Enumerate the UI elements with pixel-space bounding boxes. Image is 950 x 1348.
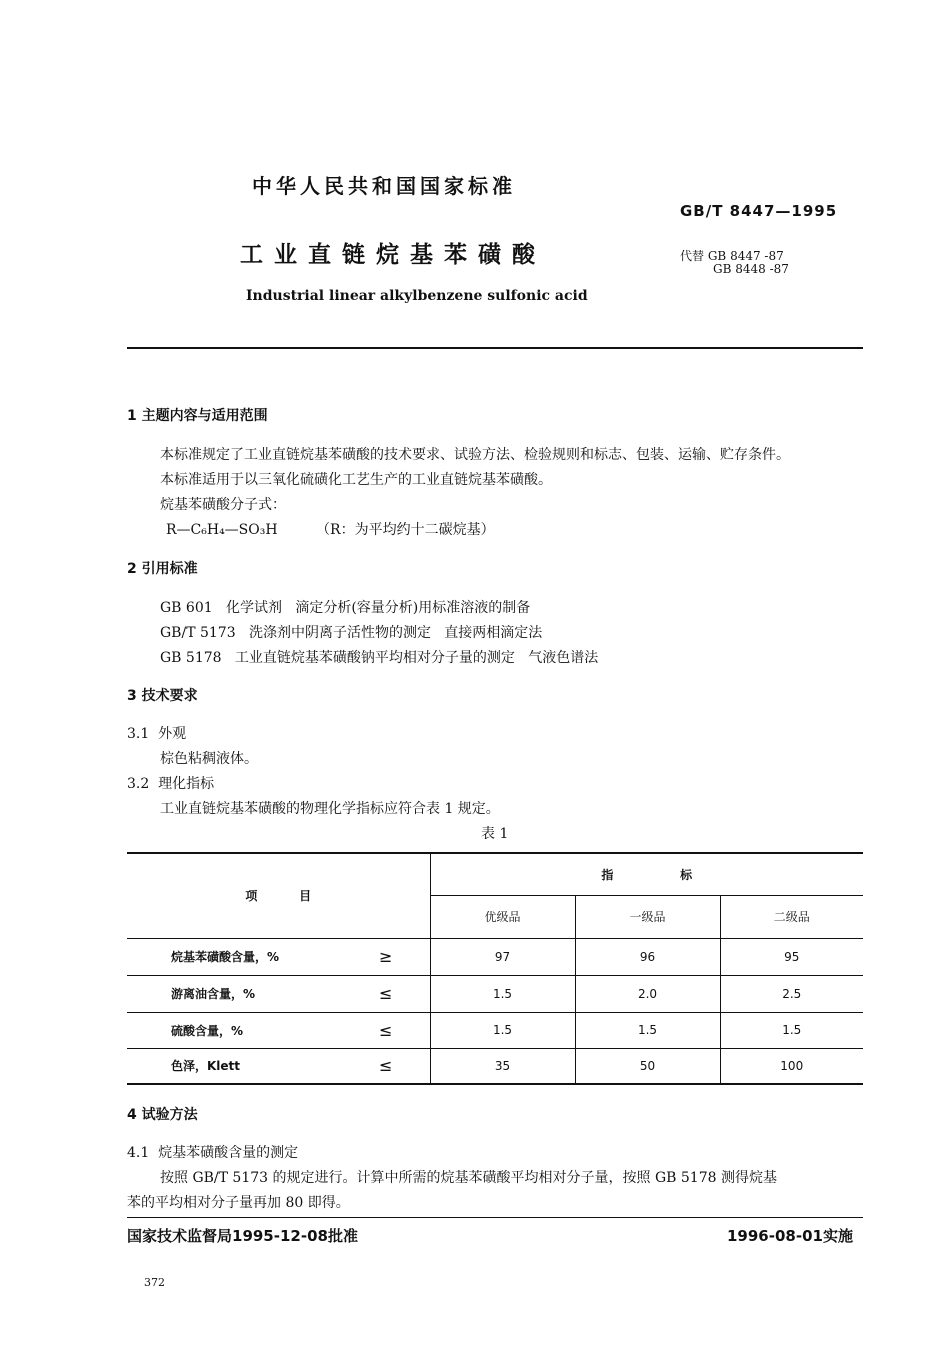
- spec-table: [127, 852, 863, 1085]
- row-item-label: 硫酸含量，%: [127, 1012, 342, 1048]
- table-row: [127, 938, 863, 975]
- row-value-premium: 1.5: [430, 1012, 575, 1048]
- row-item-label: 色泽，Klett: [127, 1048, 342, 1084]
- section-4-1-text-line-1: 按照 GB/T 5173 的规定进行。计算中所需的烷基苯磺酸平均相对分子量，按照 GB 5178 测得烷基: [160, 1170, 777, 1186]
- formula-note: （R：为平均约十二碳烷基）: [316, 522, 495, 538]
- national-standard-heading: 中华人民共和国国家标准: [252, 174, 516, 198]
- row-value-premium: 1.5: [430, 975, 575, 1012]
- index-column-header: 指 标: [430, 853, 863, 895]
- reference-gb5178: GB 5178 工业直链烷基苯磺酸钠平均相对分子量的测定 气液色谱法: [160, 650, 599, 666]
- standard-number: GB/T 8447—1995: [680, 202, 838, 220]
- row-value-first: 2.0: [575, 975, 720, 1012]
- reference-gb5173: GB/T 5173 洗涤剂中阴离子活性物的测定 直接两相滴定法: [160, 625, 543, 641]
- replaces-label: 代替: [680, 249, 705, 263]
- grade-second-header: 二级品: [720, 895, 863, 938]
- approval-statement: 国家技术监督局1995-12-08批准: [127, 1227, 358, 1245]
- row-operator: ≥: [342, 938, 430, 975]
- row-value-second: 100: [720, 1048, 863, 1084]
- section-4-1-text-line-2: 苯的平均相对分子量再加 80 即得。: [127, 1195, 350, 1211]
- reference-gb601: GB 601 化学试剂 滴定分析(容量分析)用标准溶液的制备: [160, 600, 531, 616]
- item-column-header: 项 目: [127, 853, 430, 938]
- row-value-premium: 97: [430, 938, 575, 975]
- header-divider: [127, 347, 863, 349]
- section-1-paragraph-3: 烷基苯磺酸分子式：: [160, 497, 286, 513]
- row-item-label: 烷基苯磺酸含量，%: [127, 938, 342, 975]
- page-number: 372: [144, 1276, 165, 1289]
- table-row: [127, 1012, 863, 1048]
- section-1-heading: 1 主题内容与适用范围: [127, 408, 268, 424]
- implementation-date: 1996-08-01实施: [727, 1227, 853, 1245]
- section-3-2-text: 工业直链烷基苯磺酸的物理化学指标应符合表 1 规定。: [160, 801, 500, 817]
- formula-text: R—C₆H₄—SO₃H: [166, 522, 278, 538]
- section-3-1-text: 棕色粘稠液体。: [160, 751, 258, 767]
- footer-divider: [127, 1217, 863, 1218]
- table-caption: 表 1: [481, 826, 509, 842]
- row-item-label: 游离油含量，%: [127, 975, 342, 1012]
- row-value-second: 95: [720, 938, 863, 975]
- section-3-1-heading: 3.1 外观: [127, 726, 187, 742]
- row-value-premium: 35: [430, 1048, 575, 1084]
- section-3-2-heading: 3.2 理化指标: [127, 776, 215, 792]
- replaces-block: [680, 250, 789, 276]
- row-value-first: 1.5: [575, 1012, 720, 1048]
- molecular-formula: [166, 519, 495, 539]
- section-1-paragraph-1: 本标准规定了工业直链烷基苯磺酸的技术要求、试验方法、检验规则和标志、包装、运输、贮存条件。: [160, 447, 790, 463]
- grade-premium-header: 优级品: [430, 895, 575, 938]
- section-3-heading: 3 技术要求: [127, 688, 198, 704]
- table-header-row: [127, 853, 863, 895]
- document-title-cn: 工业直链烷基苯磺酸: [240, 242, 546, 268]
- row-value-first: 96: [575, 938, 720, 975]
- row-operator: ≤: [342, 975, 430, 1012]
- replaced-standard-2: GB 8448 -87: [713, 262, 789, 276]
- table-row: [127, 1048, 863, 1084]
- section-4-1-heading: 4.1 烷基苯磺酸含量的测定: [127, 1145, 299, 1161]
- section-1-paragraph-2: 本标准适用于以三氧化硫磺化工艺生产的工业直链烷基苯磺酸。: [160, 472, 552, 488]
- section-2-heading: 2 引用标准: [127, 561, 198, 577]
- section-4-heading: 4 试验方法: [127, 1107, 198, 1123]
- replaced-standard-1: GB 8447 -87: [707, 249, 784, 263]
- row-value-second: 1.5: [720, 1012, 863, 1048]
- document-title-en: Industrial linear alkylbenzene sulfonic acid: [246, 288, 588, 304]
- row-operator: ≤: [342, 1012, 430, 1048]
- grade-first-header: 一级品: [575, 895, 720, 938]
- row-operator: ≤: [342, 1048, 430, 1084]
- row-value-first: 50: [575, 1048, 720, 1084]
- table-row: [127, 975, 863, 1012]
- row-value-second: 2.5: [720, 975, 863, 1012]
